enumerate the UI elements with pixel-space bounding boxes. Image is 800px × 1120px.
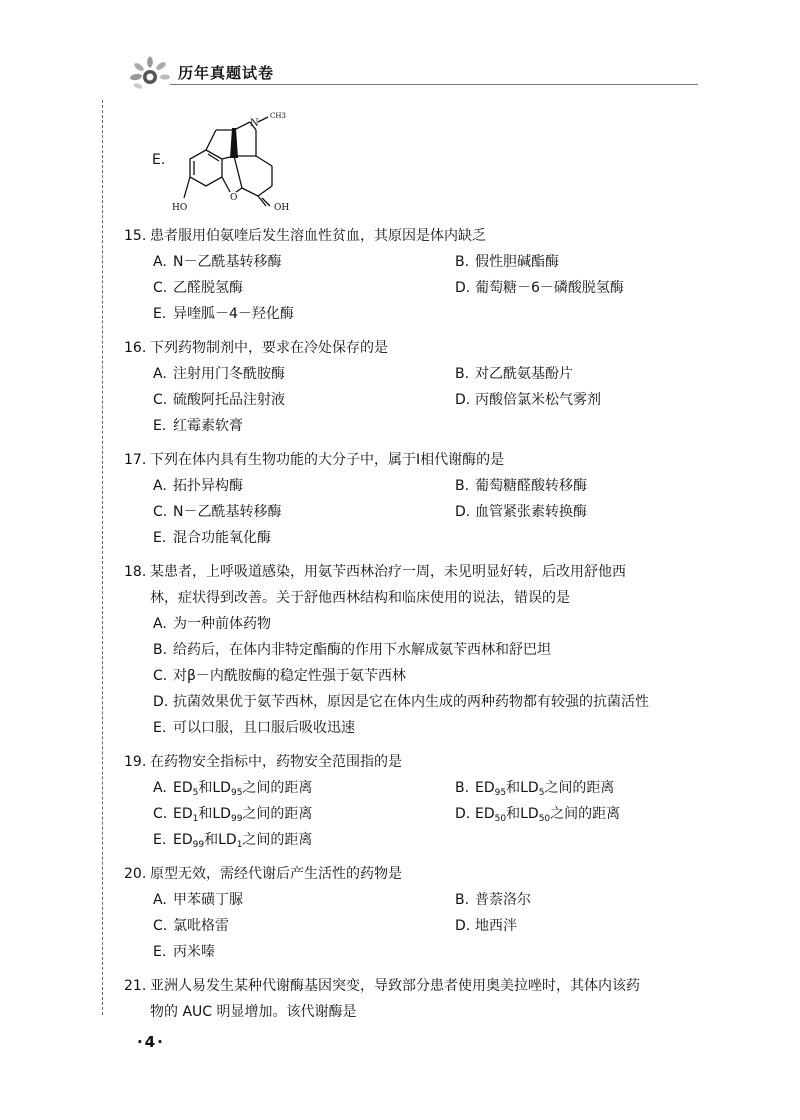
q17-option-b: B. 葡萄糖醛酸转移酶 xyxy=(455,478,587,494)
q16-option-d: D. 丙酸倍氯米松气雾剂 xyxy=(455,392,601,408)
q20-option-d: D. 地西泮 xyxy=(455,918,517,934)
q15-option-c: C. 乙醛脱氢酶 xyxy=(153,280,243,296)
q16-option-c: C. 硫酸阿托品注射液 xyxy=(153,392,285,408)
q18-option-e: E. 可以口服，且口服后吸收迅速 xyxy=(153,720,355,736)
q20-option-a: A. 甲苯磺丁脲 xyxy=(153,892,243,908)
q19-option-c: C. $ED_1$和$LD_{99}$之间的距离 xyxy=(153,806,313,824)
methyl-label: CH3 xyxy=(270,112,286,120)
q17-option-c: C. N－乙酰基转移酶 xyxy=(153,504,282,520)
q18-option-a: A. 为一种前体药物 xyxy=(153,616,271,632)
q18-option-d: D. 抗菌效果优于氨苄西林，原因是它在体内生成的两种药物都有较强的抗菌活性 xyxy=(153,694,649,710)
chemical-structure-diagram xyxy=(170,108,320,218)
sunburst-logo-icon xyxy=(126,56,170,90)
page-header xyxy=(0,0,800,100)
question-18-stem: 18. 某患者，上呼吸道感染，用氨苄西林治疗一周，未见明显好转，后改用舒他西 xyxy=(124,564,626,580)
question-15-stem: 15. 患者服用伯氨喹后发生溶血性贫血，其原因是体内缺乏 xyxy=(124,228,486,244)
q20-option-c: C. 氯吡格雷 xyxy=(153,918,229,934)
hydroxy-label-left: HO xyxy=(172,203,188,213)
q15-option-d: D. 葡萄糖－6－磷酸脱氢酶 xyxy=(455,280,624,296)
header-title: 历年真题试卷 xyxy=(178,64,275,82)
q19-option-d: D. $ED_{50}$和$LD_{50}$之间的距离 xyxy=(455,806,621,824)
question-16-stem: 16. 下列药物制剂中，要求在冷处保存的是 xyxy=(124,340,388,356)
q15-option-e: E. 异喹胍－4－羟化酶 xyxy=(153,306,294,322)
question-17-stem: 17. 下列在体内具有生物功能的大分子中，属于Ⅰ相代谢酶的是 xyxy=(124,452,505,468)
q19-option-a: A. $ED_5$和$LD_{95}$之间的距离 xyxy=(153,780,313,798)
question-21-stem: 21. 亚洲人易发生某种代谢酶基因突变，导致部分患者使用奥美拉唑时，其体内该药 xyxy=(124,978,640,994)
q17-option-e: E. 混合功能氧化酶 xyxy=(153,530,271,546)
question-20-stem: 20. 原型无效，需经代谢后产生活性的药物是 xyxy=(124,866,402,882)
question-19-stem: 19. 在药物安全指标中，药物安全范围指的是 xyxy=(124,754,402,770)
q15-option-b: B. 假性胆碱酯酶 xyxy=(455,254,559,270)
q17-option-d: D. 血管紧张素转换酶 xyxy=(455,504,587,520)
q17-option-a: A. 拓扑异构酶 xyxy=(153,478,243,494)
q20-option-b: B. 普萘洛尔 xyxy=(455,892,531,908)
q18-option-c: C. 对β－内酰胺酶的稳定性强于氨苄西林 xyxy=(153,668,406,684)
q18-option-b: B. 给药后，在体内非特定酯酶的作用下水解成氨苄西林和舒巴坦 xyxy=(153,642,551,658)
q16-option-a: A. 注射用门冬酰胺酶 xyxy=(153,366,285,382)
structure-option-label: E. xyxy=(152,152,166,168)
q19-option-e: E. $ED_{99}$和$LD_1$之间的距离 xyxy=(153,832,313,850)
q15-option-a: A. N－乙酰基转移酶 xyxy=(153,254,282,270)
binding-margin-line xyxy=(102,100,103,1015)
question-21-stem-line-2: 物的 AUC 明显增加。该代谢酶是 xyxy=(150,1004,357,1020)
q19-option-b: B. $ED_{95}$和$LD_5$之间的距离 xyxy=(455,780,615,798)
oxygen-label: O xyxy=(230,193,238,203)
q16-option-b: B. 对乙酰氨基酚片 xyxy=(455,366,573,382)
q20-option-e: E. 丙米嗪 xyxy=(153,944,215,960)
n-atom-label: N xyxy=(250,118,259,129)
hydroxy-label-right: OH xyxy=(274,203,290,213)
header-rule xyxy=(170,84,698,85)
q16-option-e: E. 红霉素软膏 xyxy=(153,418,243,434)
question-18-stem-line-2: 林，症状得到改善。关于舒他西林结构和临床使用的说法，错误的是 xyxy=(150,590,570,606)
page-number: ·4· xyxy=(137,1033,165,1051)
